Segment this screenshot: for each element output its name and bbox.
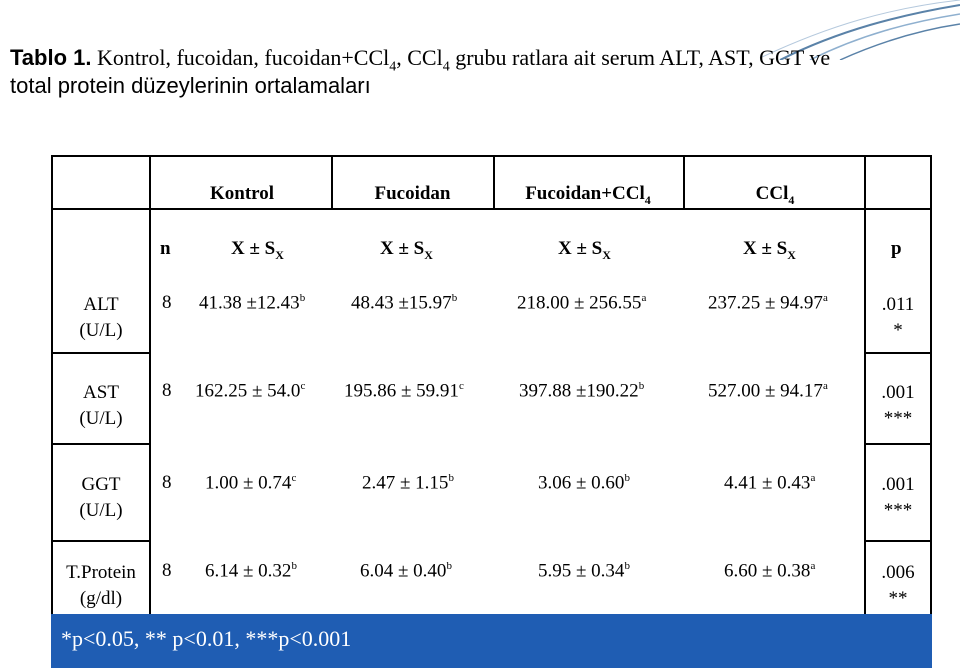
subheader-stat-fucoidan: $X \pm S_X$ — [380, 238, 433, 262]
subheader-p: p — [891, 238, 902, 259]
p-value-ggt: .001 *** — [881, 474, 915, 521]
row-divider-1 — [51, 352, 151, 354]
row-divider-3 — [51, 540, 151, 542]
group-divider-3 — [683, 155, 685, 210]
row-n-ast: 8 — [162, 380, 172, 401]
cell-tprotein-ccl4: 6.60 ± 0.38$^a$ — [724, 560, 816, 582]
cell-ggt-fucoidan: 2.47 ± 1.15$^b$ — [362, 472, 454, 494]
row-label-ast: AST (U/L) — [79, 382, 123, 429]
subheader-stat-kontrol: $X \pm S_X$ — [231, 238, 284, 262]
footnote-text: *p<0.05, ** p<0.01, ***p<0.001 — [61, 626, 352, 651]
label-column-divider — [149, 155, 151, 614]
caption-label: Tablo 1. — [10, 45, 92, 70]
cell-tprotein-kontrol: 6.14 ± 0.32$^b$ — [205, 560, 297, 582]
cell-alt-fucoidan: 48.43 ±15.97$^b$ — [351, 292, 458, 314]
cell-ast-fucoidan-ccl4: 397.88 ±190.22$^b$ — [519, 380, 645, 402]
caption-sub2: 4 — [442, 59, 450, 75]
caption-line2: total protein düzeylerinin ortalamaları — [10, 73, 371, 98]
cell-alt-ccl4: 237.25 ± 94.97$^a$ — [708, 292, 828, 314]
significance-footnote — [51, 614, 932, 668]
group-header-fucoidan-ccl4: Fucoidan+CCl$_4$ — [525, 183, 651, 207]
group-divider-1 — [331, 155, 333, 210]
cell-ast-fucoidan: 195.86 ± 59.91$^c$ — [344, 380, 464, 402]
row-divider-3-p — [864, 540, 932, 542]
row-label-tprotein: T.Protein (g/dl) — [66, 562, 136, 609]
group-header-fucoidan: Fucoidan — [374, 183, 451, 204]
subheader-stat-ccl4: $X \pm S_X$ — [743, 238, 796, 262]
cell-ggt-kontrol: 1.00 ± 0.74$^c$ — [205, 472, 297, 494]
group-header-kontrol: Kontrol — [209, 183, 275, 204]
caption-sub1: 4 — [389, 59, 397, 75]
row-divider-2-p — [864, 443, 932, 445]
caption-text-part3: grubu ratlara ait serum ALT, AST, GGT ve — [449, 45, 831, 70]
row-divider-1-p — [864, 352, 932, 354]
group-divider-2 — [493, 155, 495, 210]
cell-tprotein-fucoidan: 6.04 ± 0.40$^b$ — [360, 560, 452, 582]
p-value-tprotein: .006 ** — [881, 562, 915, 609]
subheader-n: n — [160, 238, 171, 259]
group-header-ccl4: CCl$_4$ — [755, 183, 795, 207]
cell-ggt-fucoidan-ccl4: 3.06 ± 0.60$^b$ — [538, 472, 630, 494]
row-divider-2 — [51, 443, 151, 445]
row-n-tprotein: 8 — [162, 560, 172, 581]
table-top-border — [51, 155, 932, 157]
subheader-stat-fucoidan-ccl4: $X \pm S_X$ — [558, 238, 611, 262]
p-value-ast: .001 *** — [881, 382, 915, 429]
cell-tprotein-fucoidan-ccl4: 5.95 ± 0.34$^b$ — [538, 560, 630, 582]
cell-ast-kontrol: 162.25 ± 54.0$^c$ — [195, 380, 306, 402]
cell-alt-fucoidan-ccl4: 218.00 ± 256.55$^a$ — [517, 292, 647, 314]
cell-ggt-ccl4: 4.41 ± 0.43$^a$ — [724, 472, 816, 494]
table-right-border — [930, 155, 932, 614]
table-header-divider — [51, 208, 932, 210]
table-caption — [10, 44, 960, 100]
row-n-alt: 8 — [162, 292, 172, 313]
caption-text-part1: Kontrol, fucoidan, fucoidan+CCl — [91, 45, 390, 70]
row-n-ggt: 8 — [162, 472, 172, 493]
row-label-ggt: GGT (U/L) — [79, 474, 123, 521]
cell-ast-ccl4: 527.00 ± 94.17$^a$ — [708, 380, 828, 402]
p-value-alt: .011 * — [881, 294, 915, 341]
row-label-alt: ALT (U/L) — [79, 294, 123, 341]
caption-text-part2: , CCl — [396, 45, 443, 70]
cell-alt-kontrol: 41.38 ±12.43$^b$ — [199, 292, 306, 314]
